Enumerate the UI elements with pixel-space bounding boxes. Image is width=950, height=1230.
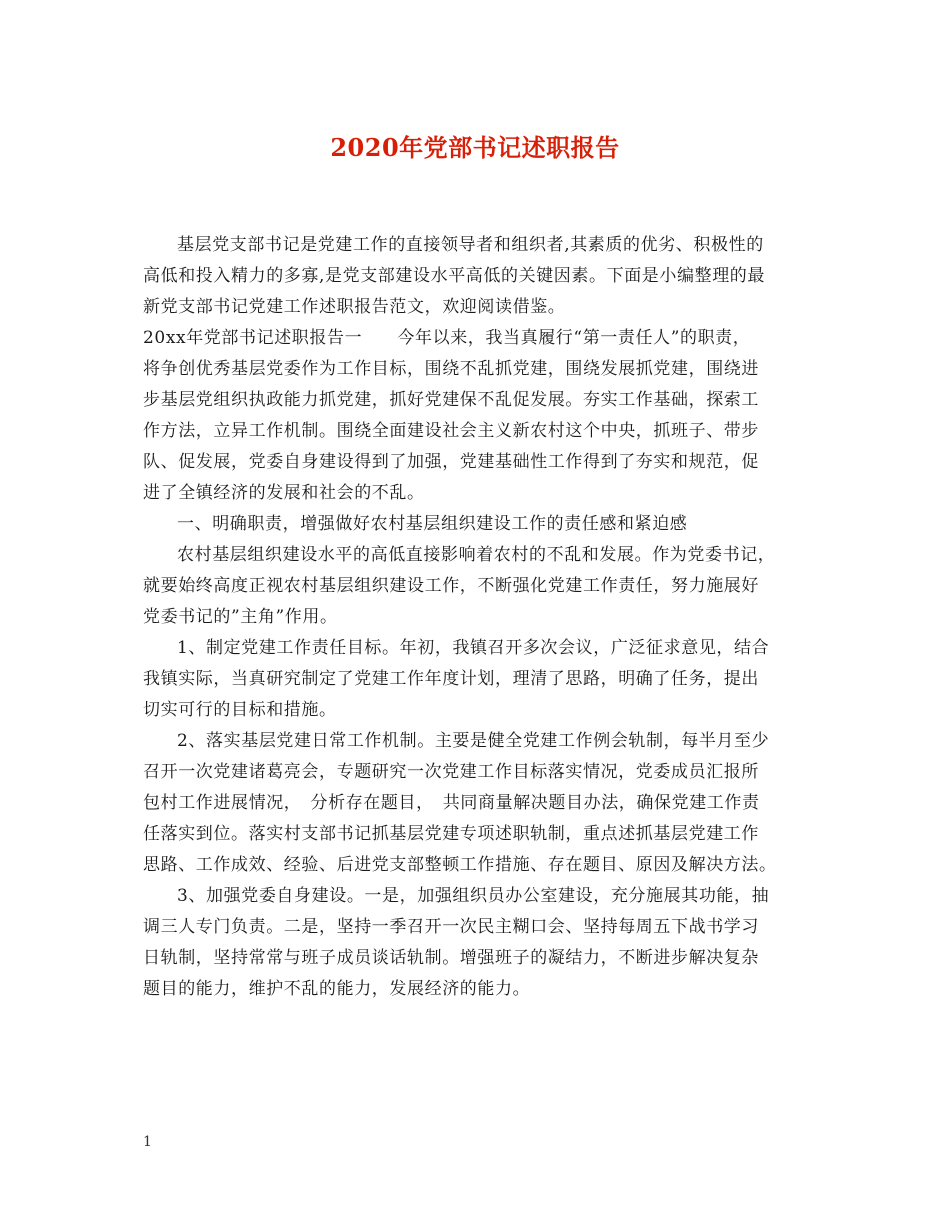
text-line: 进了全镇经济的发展和社会的不乱。 xyxy=(143,483,425,503)
text-line: 任落实到位。落实村支部书记抓基层党建专项述职轨制，重点述抓基层党建工作 xyxy=(143,824,759,844)
text-line: 3、加强党委自身建设。一是，加强组织员办公室建设，充分施展其功能，抽 xyxy=(177,886,770,906)
document-body xyxy=(143,230,811,1005)
text-line: 包村工作进展情况， 分析存在题目， 共同商量解决题目办法，确保党建工作责 xyxy=(143,793,760,813)
text-line: 切实可行的目标和措施。 xyxy=(143,700,337,720)
text-line: 基层党支部书记是党建工作的直接领导者和组织者,其素质的优劣、积极性的 xyxy=(177,235,764,255)
text-line: 一、明确职责，增强做好农村基层组织建设工作的责任感和紧迫感 xyxy=(177,514,688,534)
text-line: 步基层党组织执政能力抓党建，抓好党建保不乱促发展。夯实工作基础，探索工 xyxy=(143,390,759,410)
text-line: 调三人专门负责。二是，坚持一季召开一次民主糊口会、坚持每周五下战书学习 xyxy=(143,917,759,937)
text-line: 我镇实际，当真研究制定了党建工作年度计划，理清了思路，明确了任务，提出 xyxy=(143,669,759,689)
text-line: 日轨制，坚持常常与班子成员谈话轨制。增强班子的凝结力，不断进步解决复杂 xyxy=(143,948,759,968)
text-line: 20xx年党部书记述职报告一 今年以来，我当真履行“第一责任人”的职责， xyxy=(143,328,751,348)
text-line: 农村基层组织建设水平的高低直接影响着农村的不乱和发展。作为党委书记， xyxy=(177,545,776,565)
text-line: 党委书记的”主角”作用。 xyxy=(143,607,338,627)
document-title: 2020年党部书记述职报告 xyxy=(330,133,620,162)
text-line: 作方法，立异工作机制。围绕全面建设社会主义新农村这个中央，抓班子、带步 xyxy=(143,421,759,441)
text-line: 队、促发展，党委自身建设得到了加强，党建基础性工作得到了夯实和规范，促 xyxy=(143,452,759,472)
text-line: 新党支部书记党建工作述职报告范文，欢迎阅读借鉴。 xyxy=(143,297,566,317)
text-line: 高低和投入精力的多寡,是党支部建设水平高低的关键因素。下面是小编整理的最 xyxy=(143,266,766,286)
page-number: 1 xyxy=(143,1134,152,1150)
text-line: 召开一次党建诸葛亮会，专题研究一次党建工作目标落实情况，党委成员汇报所 xyxy=(143,762,759,782)
text-line: 将争创优秀基层党委作为工作目标，围绕不乱抓党建，围绕发展抓党建，围绕进 xyxy=(143,359,759,379)
text-line: 就要始终高度正视农村基层组织建设工作，不断强化党建工作责任，努力施展好 xyxy=(143,576,759,596)
text-line: 2、落实基层党建日常工作机制。主要是健全党建工作例会轨制，每半月至少 xyxy=(177,731,770,751)
text-line: 题目的能力，维护不乱的能力，发展经济的能力。 xyxy=(143,979,531,999)
text-line: 思路、工作成效、经验、后进党支部整顿工作措施、存在题目、原因及解决方法。 xyxy=(143,855,777,875)
text-line: 1、制定党建工作责任目标。年初，我镇召开多次会议，广泛征求意见，结合 xyxy=(177,638,770,658)
